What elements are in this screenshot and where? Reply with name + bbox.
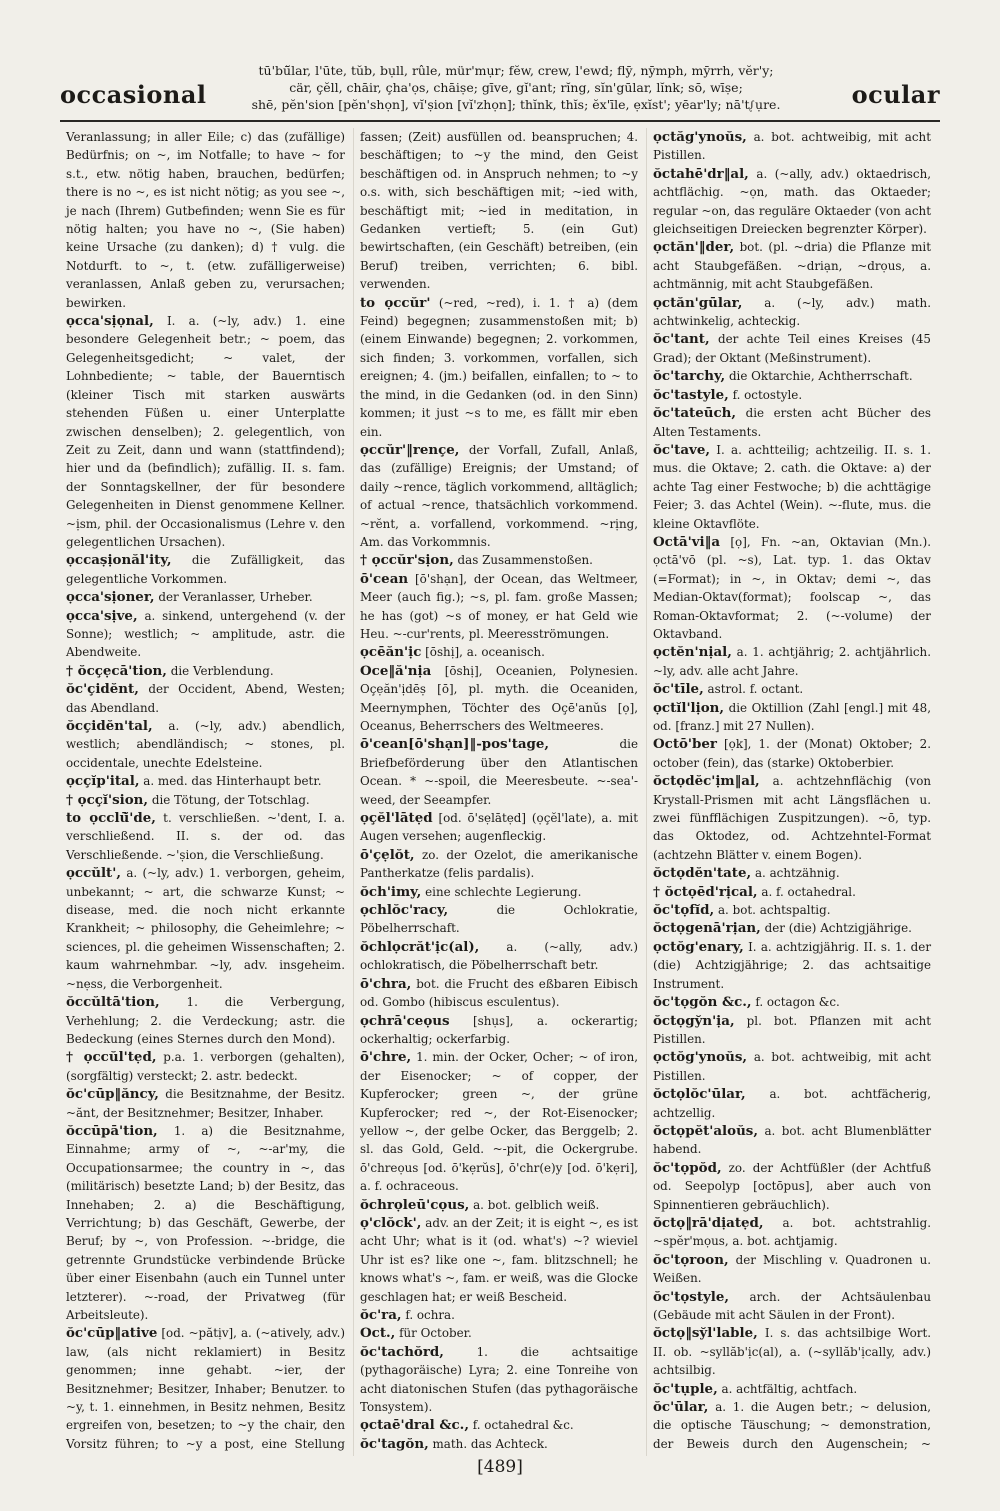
dictionary-entry [66,588,345,606]
headword: ọchrā'ceọus [360,1012,450,1029]
definition: f. octagon &c. [755,995,840,1010]
definition: a. med. das Hinterhaupt betr. [143,774,322,789]
definition: a. achtfältig, achtfach. [721,1381,858,1396]
definition: a. (~ly, adv.) 1. verborgen, geheim, unbekannt; ~ art, die schwarze Kunst; ~ disease, med. die noch nicht erkannte Krankheit; ~ philosophy, die Geheimlehre; ~ sciences, pl. die geheimen Wissenschaften; 2. kaum wahrnehmbar. ~ly, adv. insgeheim. ~nẹss, die Verborgenheit. [66,866,345,991]
dictionary-entry [360,551,638,569]
dictionary-entry [653,128,931,165]
dictionary-entry [360,570,638,644]
definition: fassen; (Zeit) ausfüllen od. beanspruchen; 4. beschäftigen; to ~y the mind, den Geist beschäftigen od. in Anspruch nehmen; to ~y o.s. with, sich beschäftigen mit; ~ied with, beschäftigt mit; ~ied in meditation, in Gedanken vertieft; 5. (ein Gut) bewirtschaften, (ein Geschäft) betreiben, (ein Beruf) treiben, verrichten; 6. bibl. verwenden. [360,130,638,292]
definition: I. a. achtzigjährig. II. s. 1. der (die) Achtzigjährige; 2. das achtsaitige Instrument. [653,939,932,991]
headword: ŏctọgenā'rịan, [653,920,761,937]
definition: f. octostyle. [732,387,803,402]
definition: die Tötung, der Totschlag. [151,792,310,807]
headword: ŏc'tachŏrd, [360,1343,444,1360]
dictionary-entry [360,901,638,938]
headword: ŏc'tastyle, [653,386,729,403]
headword: ŏctọlŏc'ūlar, [653,1086,746,1103]
dictionary-entry [653,993,931,1011]
dictionary-entry [653,938,931,993]
headword: ŏc'tave, [653,441,711,458]
headword: † ŏcçẹcā'tion, [66,662,167,679]
dictionary-entry [66,128,345,312]
headword: ō'cean[ō'shạn]‖-pos'tage, [360,736,550,753]
dictionary-entry [653,772,931,864]
definition: 1. die Verbergung, Verhehlung; 2. die Verdeckung; astr. die Bedeckung (eines Sternes durch den Mond). [66,995,345,1046]
headword: ŏctọdĕn'tate, [653,865,752,882]
definition: die Oktarchie, Achtherrschaft. [728,369,913,384]
definition: der Veranlasser, Urheber. [158,590,313,605]
definition: der (die) Achtzigjährige. [764,921,912,936]
dictionary-entry [653,367,931,385]
dictionary-entry [653,1012,931,1049]
definition: [ōshị], Oceanien, Polynesien. Oçẹăn'ịdēṣ [ō], pl. myth. die Oceaniden, Meernymphen, Töchter des Oçē'anŭs [ọ], Oceanus, Beherrschers des Weltmeeres. [360,663,638,733]
definition: t. verschließen. ~'dent, I. a. verschließend. II. s. der od. das Verschließende. ~'ṣion, die Verschließung. [66,811,346,862]
headword: ọctŏg'enary, [653,938,744,955]
definition: bot. die Frucht des eßbaren Eibisch od. Gombo (hibiscus esculentus). [360,976,639,1010]
dictionary-entry [360,1048,638,1195]
dictionary-entry [653,919,931,937]
definition: a. (~ly, adv.) abendlich, westlich; abendländisch; ~ stones, pl. occidentale, unechte Edelsteine. [66,719,346,770]
dictionary-entry [653,386,931,404]
dictionary-entry [66,607,345,662]
dictionary-entry [66,864,345,993]
definition: a. bot. gelblich weiß. [473,1197,600,1212]
definition: a. bot. achtstrahlig. ~spĕr'mọus, a. bot. achtjamig. [653,1215,931,1249]
dictionary-entry [66,772,345,790]
headword: ŏc'ra, [360,1307,402,1323]
dictionary-entry [653,1380,931,1398]
dictionary-entry [653,864,931,882]
headword: ọcēăn'ịc [360,644,422,661]
headword: ọcca'sịoner, [66,589,155,606]
definition: der Vorfall, Zufall, Anlaß, das (zufällige) Ereignis; der Umstand; of daily ~rence, täglich vorkommend, alltäglich; of actual ~rence, thatsächlich vorkommend. ~rĕnt, a. vorfallend, vorkommend. ~rịng, Am. das Vorkommnis. [360,442,639,549]
dictionary-entry [653,901,931,919]
definition: 1. a) die Besitznahme, Einnahme; army of ~, ~-ar'my, die Occupationsarmee; the country in ~, das (militärisch) besetzte Land; b) der Besitz, das Innehaben; 2. a) die Beschäftigung, Verrichtung; b) das Geschäft, Gewerbe, der Beruf; by ~, von Profession. ~-bridge, die getrennte Grundstücke verbindende Brücke über einer Eisenbahn (auch ein Tunnel unter letzterer). ~-road, der Privatweg (für Arbeitsleute). [66,1123,345,1322]
definition: f. ochra. [405,1308,455,1322]
headword: ŏc'tọfĭd, [653,902,715,919]
headword: ŏc'cūp‖ăncy, [66,1086,159,1103]
headword: ọctăn'‖der, [653,239,735,256]
dictionary-entry [66,717,345,772]
headword: to ọccŭr' [360,294,431,311]
column-right [646,128,939,1456]
definition: a. bot. achtspaltig. [717,903,831,918]
headword: † ŏctọēd'rịcal, [653,883,758,900]
dictionary-entry [653,165,931,239]
column-left [60,128,353,1456]
definition: pl. bot. Pflanzen mit acht Pistillen. [653,1013,932,1046]
headword: ọcca'sịve, [66,607,138,624]
dictionary-entry [653,1324,931,1379]
headword: † ọccŭl'tẹd, [66,1049,157,1066]
definition: 1. min. der Ocker, Ocher; ~ of iron, der Eisenocker; ~ of copper, der Kupferocker; green ~, der grüne Kupferocker; red ~, der Rot-Eisenocker; yellow ~, der gelbe Ocker, das Berggelb; 2. sl. das Gold, Geld. ~-pit, die Ockergrube. ō'chreọus [od. ō'kẹrŭs], ō'chr(e)y [od. ō'kẹri], a. f. ochraceous. [360,1050,639,1194]
definition: für October. [399,1326,472,1341]
headword: ŏch'imy, [360,883,422,900]
headword: ọ'clŏck', [360,1214,422,1231]
definition: die ersten acht Bücher des Alten Testaments. [653,406,931,439]
headword: ŏccūpā'tion, [66,1122,158,1139]
headword [360,1454,443,1456]
definition: Veranlassung; in aller Eile; c) das (zufällige) Bedürfnis; on ~, im Notfalle; to have ~ for s.t., etw. nötig haben, brauchen, bedürfen; there is no ~, es ist nicht nötig; as you see ~, je nach (Ihrem) Gutbefinden; wenn Sie es für nötig halten; you have no ~, (Sie haben) keine Ursache (zu danken); d) † vulg. die Notdurft. to ~, t. (etw. zufälligerweise) veranlassen, Anlaß geben zu, verursachen; bewirken. [66,130,345,310]
dictionary-entry [360,1012,638,1049]
headword: ọchlŏc'racy, [360,902,449,919]
definition: adv. an der Zeit; it is eight ~, es ist acht Uhr; what is it (od. what's) ~? wieviel Uhr ist es? like one ~, fam. blitzschnell; he knows what's ~, fam. er weiß, was die Glocke geschlagen hat; er weiß Bescheid. [360,1215,638,1304]
definition: eine schlechte Legierung. [425,884,582,899]
definition [446,1455,586,1456]
definition: a. 1. achtjährig; 2. achtjährlich. ~ly, adv. alle acht Jahre. [653,645,931,678]
definition: I. a. achtteilig; achtzeilig. II. s. 1. mus. die Oktave; 2. cath. die Oktave: a) der achte Tag einer Festwoche; b) die achttägige Feier; 3. das Achtel (Wein). ~-flute, mus. die kleine Oktavflöte. [653,442,931,531]
dictionary-entry [360,1453,638,1456]
headword: ō'chre, [360,1049,412,1066]
headword: ŏc'cūp‖ative [66,1325,158,1342]
dictionary-entry [360,294,638,441]
headword: ŏctọ‖rā'dịatẹd, [653,1214,764,1231]
headword: ọctĭl'lịon, [653,699,725,716]
definition: arch. der Achtsäulenbau (Gebäude mit acht Säulen in der Front). [653,1289,932,1322]
dictionary-entry [653,441,931,533]
dictionary-entry [360,938,638,975]
headword: ọctĕn'nịal, [653,644,732,661]
headword: ō'cean [360,570,409,587]
entry-columns [60,128,940,1456]
definition: [od. ō'sẹlātẹd] (ọçĕl'late), a. mit Augen versehen; augenfleckig. [360,811,639,844]
pronunciation-key [206,62,826,113]
dictionary-entry [653,294,931,331]
dictionary-entry [66,791,345,809]
headword: ŏctọdĕc'ịm‖al, [653,773,760,790]
definition: a. f. octahedral. [761,884,856,899]
definition: die Ochlokratie, Pöbelherrschaft. [360,903,638,936]
dictionary-entry [653,643,931,680]
definition: die Verblendung. [170,663,274,678]
guide-word-left: occasional [60,80,207,109]
headword: ọctăg'ynoŭs, [653,129,747,145]
pronunciation-key-line: cär, çĕll, chāir, çha'ọs, chāiṣe; gīve, gĭ'ant; rĭng, sĭn'gūlar, lĭnk; sō, wīṣe; [289,80,743,95]
headword: ŏccŭltā'tion, [66,994,160,1011]
guide-word-right: ocular [851,80,940,109]
dictionary-entry [653,735,931,772]
definition: zo. der Achtfüßler (der Achtfuß od. Seepolyp [octōpus], aber auch von Spinnentieren gebräuchlich). [653,1160,932,1212]
definition: a. (~ally, adv.) ochlokratisch, die Pöbelherrschaft betr. [360,939,638,973]
dictionary-entry [653,883,931,901]
headword: ŏc'tīle, [653,681,704,698]
definition: a. 1. die Augen betr.; ~ delusion, die optische Täuschung; ~ demonstration, der Beweis durch den Augenschein; ~ [653,1400,932,1451]
headword: ọcçĭp'ital, [66,773,140,790]
dictionary-entry [66,1048,345,1085]
definition: [ō'shạn], der Ocean, das Weltmeer, Meer (auch fig.); ~s, pl. fam. große Massen; he has (got) ~s of money, er hat Geld wie Heu. ~-cur'rents, pl. Meeresströmungen. [360,571,639,641]
dictionary-entry [360,846,638,883]
dictionary-entry [360,735,638,809]
headword: ŏc'tant, [653,331,710,348]
definition: die Briefbeförderung über den Atlantischen Ocean. * ~-spoil, die Meeresbeute. ~-sea'-weed, der Seeampfer. [360,737,638,807]
definition: [od. ~pătịv], a. (~atively, adv.) law, (als nicht reklamiert) in Besitz genommen; inne gehabt. ~ier, der Besitznehmer; Besitzer, Inhaber; Benutzer. to ~y, t. 1. einnehmen, in Besitz nehmen, Besitz ergreifen von, besetzen; to ~y the chair, den Vorsitz führen; to ~y a post, eine Stellung [66,1326,345,1451]
headword: ọctŏg'ynoŭs, [653,1049,748,1066]
headword: ŏc'tarchy, [653,368,726,385]
definition: a. bot. acht Blumenblätter habend. [653,1123,932,1157]
dictionary-entry [360,1196,638,1214]
definition: [ōshị], a. oceanisch. [425,645,545,660]
definition: bot. (pl. ~dria) die Pflanze mit acht Staubgefäßen. ~driạn, ~drọus, a. achtmännig, mit acht Staubgefäßen. [653,240,932,292]
definition: die Besitznahme, der Besitz. ~ănt, der Besitznehmer; Besitzer, Inhaber. [66,1087,345,1120]
headword: ŏchlọcrăt'ịc(al), [360,938,480,955]
headword: ō'chra, [360,975,412,992]
definition: a. bot. achtfächerig, achtzellig. [653,1087,932,1120]
definition: die Zufälligkeit, das gelegentliche Vorkommen. [66,553,345,586]
definition: a. sinkend, untergehend (v. der Sonne); westlich; ~ amplitude, astr. die Abendweite. [66,608,346,660]
definition: a. bot. achtweibig, mit acht Pistillen. [653,1050,932,1083]
dictionary-entry [66,809,345,864]
definition: [ọk], 1. der (Monat) Oktober; 2. october (fein), das (starke) Oktoberbier. [653,737,932,770]
definition: a. (~ally, adv.) oktaedrisch, achtflächig. ~ọn, math. das Oktaeder; regular ~on, das reguläre Oktaeder (von acht gleichseitigen Dreiecken begrenzter Körper). [653,166,932,237]
page-number: [489] [477,1457,523,1477]
dictionary-entry [653,404,931,441]
headword: ŏctọ‖sy̆l'lable, [653,1325,758,1342]
definition: f. octahedral &c. [472,1418,574,1433]
headword: ŏc'tọstyle, [653,1288,730,1305]
dictionary-entry [360,1306,638,1324]
dictionary-entry [360,809,638,846]
headword: ọccaṣịonăl'ity, [66,552,172,569]
headword: ŏc'tọgŏn &c., [653,994,752,1011]
definition: astrol. f. octant. [707,682,804,697]
definition: der Occident, Abend, Westen; das Abendland. [66,682,346,715]
headword: † ọcçĭ'sion, [66,791,149,808]
dictionary-entry [653,1398,931,1456]
dictionary-entry [66,312,345,551]
definition: (~red, ~red), i. 1. † a) (dem Feind) begegnen; zusammenstoßen mit; b) (einem Einwande) begegnen; 2. vorkommen, sich finden; 3. vorkommen, vorfallen, sich ereignen; 4. (jm.) beifallen, einfallen; to ~ to the mind, in die Gedanken (od. in den Sinn) kommen; it just ~s to me, es fällt mir eben ein. [360,295,638,439]
headword: ŏctahē'dr‖al, [653,165,749,182]
dictionary-entry [653,1048,931,1085]
definition: die Oktillion (Zahl [engl.] mit 48, od. [franz.] mit 27 Nullen). [653,700,931,733]
dictionary-entry [66,1324,345,1456]
headword: ọcca'sịọnal, [66,313,154,330]
dictionary-entry [653,1085,931,1122]
headword: ọccŭlt', [66,865,122,882]
dictionary-entry [360,1214,638,1306]
dictionary-entry [360,1435,638,1453]
headword: to ọcclū̆'de, [66,810,156,827]
dictionary-entry [653,1214,931,1251]
headword: ọçĕl'lātẹd [360,810,433,827]
dictionary-entry [360,1416,638,1434]
headword: ŏc'çidĕnt, [66,681,139,698]
headword: Oct., [360,1325,396,1342]
dictionary-entry [653,1251,931,1288]
dictionary-entry [66,551,345,588]
dictionary-entry [360,643,638,661]
dictionary-entry [360,1343,638,1417]
definition: zo. der Ozelot, die amerikanische Pantherkatze (felis pardalis). [360,847,639,881]
definition: [ọ], Fn. ~an, Oktavian (Mn.). ọctā'vō (pl. ~s), Lat. typ. 1. das Oktav (=Format); in ~, in Oktav; demi ~, das Median-Oktav(format); foolscap ~, das Roman-Oktavformat; 2. (~-volume) der Oktavband. [653,534,932,641]
headword: ŏc'tagŏn, [360,1435,429,1452]
headword: ŏc'tateūch, [653,405,737,422]
definition: der Mischling v. Quadronen u. Weißen. [653,1252,932,1286]
column-middle [353,128,646,1456]
headword: ŏctọpĕt'aloŭs, [653,1122,759,1139]
headword: ọctăn'gūlar, [653,294,743,311]
dictionary-entry [653,533,931,643]
headword: ŏcçidĕn'tal, [66,718,153,734]
definition: I. s. das achtsilbige Wort. II. ob. ~syllăb'ịc(al), a. (~syllăb'ịcally, adv.) achtsilbig. [653,1326,932,1378]
dictionary-entry [653,1159,931,1214]
dictionary-entry [66,1085,345,1122]
headword: ŏc'tọroon, [653,1251,729,1268]
headword: ọccŭr'‖rençe, [360,441,460,458]
dictionary-entry [66,993,345,1048]
definition: a. achtzähnig. [754,866,840,881]
definition: math. das Achteck. [432,1436,548,1451]
headword: ŏc'tọpŏd, [653,1159,722,1176]
dictionary-entry [653,1122,931,1159]
headword: ŏchrọleū'cọus, [360,1196,470,1213]
dictionary-entry [653,330,931,367]
headword: Octā'vi‖a [653,533,721,550]
dictionary-entry [66,662,345,680]
definition: der achte Teil eines Kreises (45 Grad); der Oktant (Meßinstrument). [653,332,931,365]
headword: ŏc'ūlar, [653,1399,709,1416]
dictionary-entry [653,1288,931,1325]
dictionary-entry [66,1122,345,1324]
definition: a. achtzehnflächig (von Krystall-Prismen mit acht Längsflächen u. zwei fünfflächigen Zuspitzungen). ~ō, typ. das Oktodez, od. Achtzehntel-Format (achtzehn Blätter v. einem Bogen). [653,774,932,862]
dictionary-entry [66,680,345,717]
dictionary-entry [653,238,931,293]
headword: ō'çẹlŏt, [360,846,415,863]
definition: 1. die achtsaitige (pythagoräische) Lyra; 2. eine Tonreihe von acht diatonischen Stufen (das pythagoräische Tonsystem). [360,1344,639,1415]
headword: † ọccŭr'sịon, [360,552,454,569]
dictionary-entry [360,975,638,1012]
headword: Octō'ber [653,736,717,753]
pronunciation-key-line: shē, pĕn'sion [pĕn'shọn], vĭ'ṣion [vĭ'zhọn]; thĭnk, thĭs; ĕx'īle, ẹxĭst'; yēar'ly; nā'tᶘụre. [251,97,781,112]
dictionary-entry [360,441,638,551]
headword: ŏc'tụple, [653,1380,718,1397]
headword: Oce‖ă'nịa [360,662,432,679]
dictionary-entry [360,662,638,736]
page-header [60,60,940,122]
definition: a. (~ly, adv.) math. achtwinkelig, achteckig. [653,295,931,329]
headword: ŏctọgy̆n'ịa, [653,1012,735,1029]
dictionary-entry [360,1324,638,1342]
dictionary-entry [653,699,931,736]
headword: ọctaē'dral &c., [360,1417,469,1434]
definition: p.a. 1. verborgen (gehalten), (sorgfältig) versteckt; 2. astr. bedeckt. [66,1050,345,1083]
definition: das Zusammenstoßen. [457,553,593,568]
dictionary-entry [360,883,638,901]
definition: [shụs], a. ockerartig; ockerhaltig; ockerfarbig. [360,1013,638,1046]
dictionary-entry [360,128,638,294]
pronunciation-key-line: tū'bū̆lar, l'ūte, tŭb, bụll, rûle, mür'mụr; fĕw, crew, l'ewd; flȳ, nȳmph, mȳrrh, vĕr'y; [258,63,774,78]
dictionary-entry [653,680,931,698]
definition: I. a. (~ly, adv.) 1. eine besondere Gelegenheit betr.; ~ poem, das Gelegenheitsgedicht; ~ valet, der Lohnbediente; ~ table, der Bauerntisch (kleiner Tisch mit starken auswärts stehenden Füßen u. einer Unterplatte zwischen denselben); 2. gelegentlich, von Zeit zu Zeit, dann und wann (stattfindend); hier und da (befindlich); zufällig. II. s. fam. der Sonntagskellner, der für besondere Gelegenheiten in Dienst genommene Kellner. ~ịsm, phil. der Occasionalismus (Lehre v. den gelegentlichen Ursachen). [66,314,345,549]
definition: a. bot. achtweibig, mit acht Pistillen. [653,130,931,163]
